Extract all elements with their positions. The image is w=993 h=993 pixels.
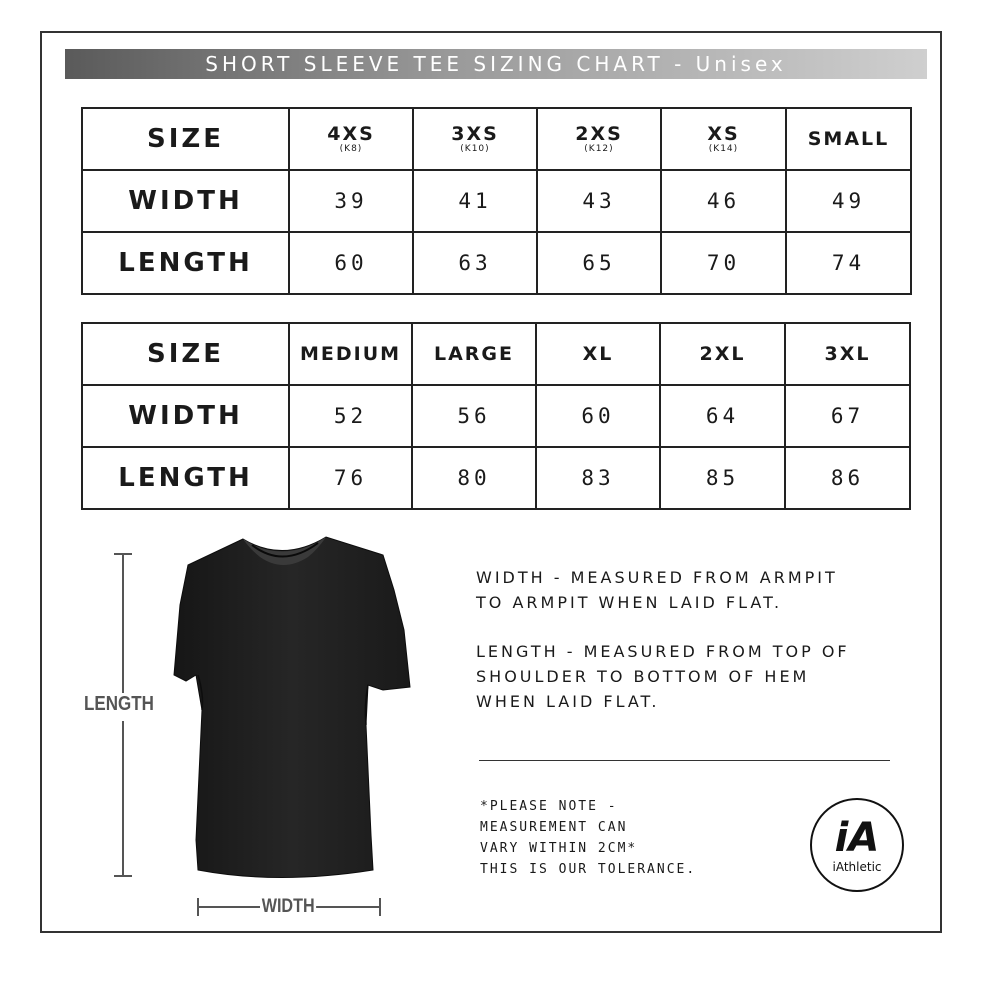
note-line: WIDTH - MEASURED FROM ARMPIT — [476, 568, 838, 587]
size-3xl-header: 3XL — [785, 323, 910, 385]
table-cell: 65 — [537, 232, 661, 294]
table-cell: 60 — [536, 385, 660, 447]
chart-title: SHORT SLEEVE TEE SIZING CHART - Unisex — [65, 49, 927, 79]
size-4xs-header: 4XS (K8) — [289, 108, 413, 170]
size-table-1 — [81, 107, 912, 295]
table-cell: 83 — [536, 447, 660, 509]
note-line: WHEN LAID FLAT. — [476, 692, 660, 711]
length-label: LENGTH — [84, 693, 150, 721]
table-cell: 64 — [660, 385, 785, 447]
tolerance-line: THIS IS OUR TOLERANCE. — [480, 862, 697, 877]
size-header: SIZE — [82, 108, 289, 170]
size-xs-header: XS (K14) — [661, 108, 786, 170]
table-row-header — [82, 108, 911, 170]
table-row-length — [82, 447, 910, 509]
size-small-header: SMALL — [786, 108, 911, 170]
tolerance-line: MEASUREMENT CAN — [480, 820, 628, 835]
length-measurement-note — [476, 639, 916, 714]
table-cell: 60 — [289, 232, 413, 294]
table-row-width — [82, 170, 911, 232]
table-cell: 86 — [785, 447, 910, 509]
note-line: TO ARMPIT WHEN LAID FLAT. — [476, 593, 783, 612]
table-cell: 56 — [412, 385, 536, 447]
logo-mark: iA — [834, 815, 880, 861]
size-medium-header: MEDIUM — [289, 323, 412, 385]
table-cell: 41 — [413, 170, 537, 232]
table-cell: 46 — [661, 170, 786, 232]
table-cell: 85 — [660, 447, 785, 509]
table-row-length — [82, 232, 911, 294]
table-cell: 52 — [289, 385, 412, 447]
table-row-header — [82, 323, 910, 385]
size-2xl-header: 2XL — [660, 323, 785, 385]
note-line: SHOULDER TO BOTTOM OF HEM — [476, 667, 810, 686]
table-cell: 74 — [786, 232, 911, 294]
length-row-label: LENGTH — [82, 232, 289, 294]
size-2xs-header: 2XS (K12) — [537, 108, 661, 170]
size-xl-header: XL — [536, 323, 660, 385]
divider — [479, 760, 890, 761]
iathletic-logo — [809, 797, 905, 893]
table-cell: 43 — [537, 170, 661, 232]
table-cell: 39 — [289, 170, 413, 232]
tolerance-note — [480, 796, 780, 880]
table-cell: 49 — [786, 170, 911, 232]
logo-wordmark: iAthletic — [832, 860, 882, 874]
note-line: LENGTH - MEASURED FROM TOP OF — [476, 642, 850, 661]
tolerance-line: *PLEASE NOTE - — [480, 799, 618, 814]
size-table-2 — [81, 322, 911, 510]
table-cell: 80 — [412, 447, 536, 509]
table-row-width — [82, 385, 910, 447]
width-measurement-note — [476, 565, 916, 615]
t-shirt-icon — [168, 535, 413, 885]
size-3xs-header: 3XS (K10) — [413, 108, 537, 170]
width-row-label: WIDTH — [82, 385, 289, 447]
width-row-label: WIDTH — [82, 170, 289, 232]
size-header: SIZE — [82, 323, 289, 385]
size-large-header: LARGE — [412, 323, 536, 385]
table-cell: 63 — [413, 232, 537, 294]
table-cell: 76 — [289, 447, 412, 509]
tolerance-line: VARY WITHIN 2CM* — [480, 841, 638, 856]
table-cell: 67 — [785, 385, 910, 447]
width-label: WIDTH — [260, 896, 316, 920]
length-row-label: LENGTH — [82, 447, 289, 509]
table-cell: 70 — [661, 232, 786, 294]
